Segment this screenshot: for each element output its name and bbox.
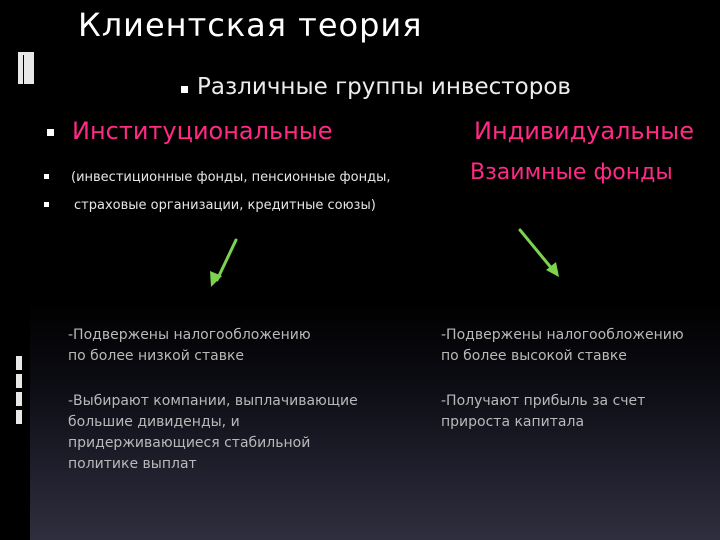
- point-line: -Подвержены налогообложению: [441, 327, 684, 343]
- point-line: по более высокой ставке: [441, 348, 627, 364]
- mutual-funds-heading: Взаимные фонды: [470, 160, 673, 185]
- individual-heading: Индивидуальные: [474, 117, 694, 145]
- institutional-detail-line: страховые организации, кредитные союзы): [74, 198, 376, 213]
- arrow-down-icon: [520, 230, 559, 277]
- point-line: придерживающиеся стабильной: [68, 435, 311, 451]
- institutional-detail-line: (инвестиционные фонды, пенсионные фонды,: [71, 170, 391, 185]
- institutional-point: [68, 325, 311, 367]
- slide-title: Клиентская теория: [78, 6, 423, 44]
- institutional-heading: Институциональные: [72, 117, 333, 145]
- institutional-point: [68, 391, 358, 475]
- point-line: прироста капитала: [441, 414, 585, 430]
- point-line: -Получают прибыль за счет: [441, 393, 646, 409]
- individual-point: [441, 391, 645, 433]
- individual-point: [441, 325, 684, 367]
- point-line: по более низкой ставке: [68, 348, 245, 364]
- point-line: -Подвержены налогообложению: [68, 327, 311, 343]
- point-line: большие дивиденды, и: [68, 414, 240, 430]
- investor-groups-heading: Различные группы инвесторов: [197, 74, 571, 100]
- point-line: -Выбирают компании, выплачивающие: [68, 393, 358, 409]
- point-line: политике выплат: [68, 456, 197, 472]
- arrow-down-icon: [210, 240, 236, 287]
